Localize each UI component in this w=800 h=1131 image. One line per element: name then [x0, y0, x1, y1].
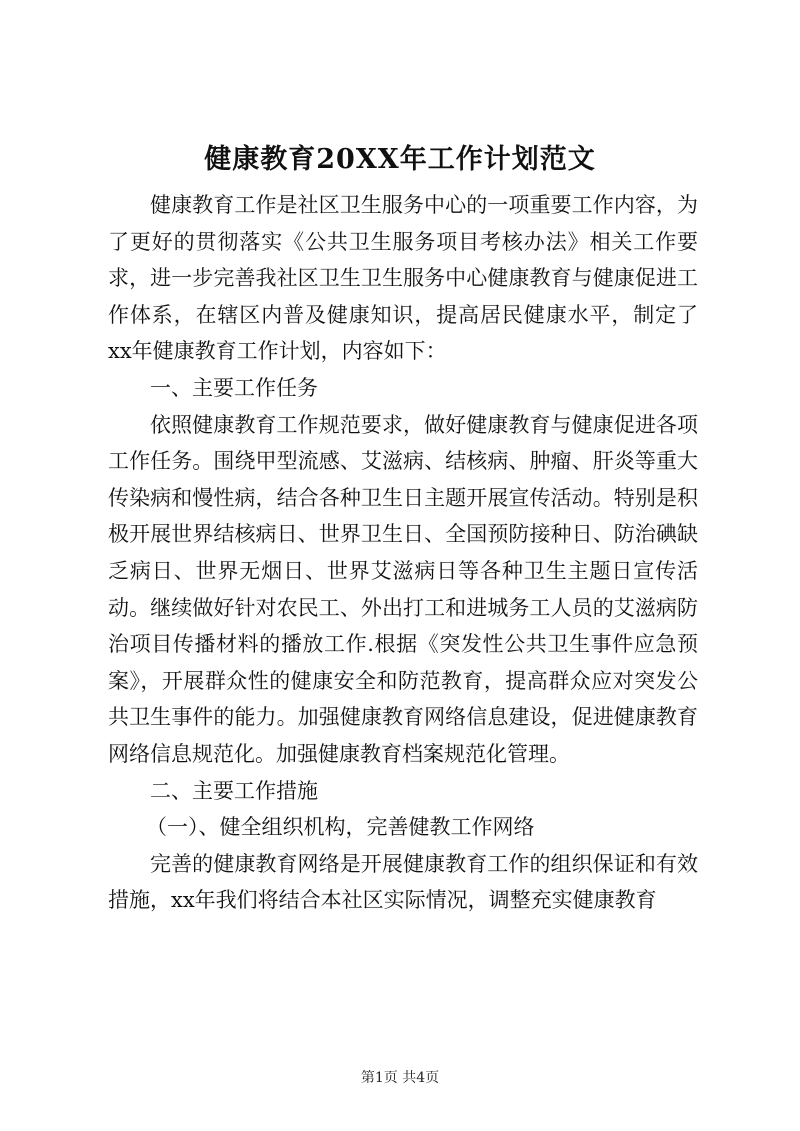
subsection-heading-organization: （一）、健全组织机构，完善健教工作网络	[146, 815, 535, 840]
tasks-paragraph: 依照健康教育工作规范要求，做好健康教育与健康促进各项工作任务。围绕甲型流感、艾滋病、结核病、肿瘤、肝炎等重大传染病和慢性病，结合各种卫生日主题开展宣传活动。特别是积极开展世界结核病日、世界卫生日、全国预防接种日、防治碘缺乏病日、世界无烟日、世界艾滋病日等各种卫生主题日宣传活动。继续做好针对农民工、外出打工和进城务工人员的艾滋病防治项目传播材料的播放工作.根据《突发性公共卫生事件应急预案》，开展群众性的健康安全和防范教育，提高群众应对突发公共卫生事件的能力。加强健康教育网络信息建设，促进健康教育网络信息规范化。加强健康教育档案规范化管理。	[108, 412, 698, 766]
intro-paragraph: 健康教育工作是社区卫生服务中心的一项重要工作内容，为了更好的贯彻落实《公共卫生服务项目考核办法》相关工作要求，进一步完善我社区卫生卫生服务中心健康教育与健康促进工作体系，在辖区内普及健康知识，提高居民健康水平，制定了xx年健康教育工作计划，内容如下：	[108, 193, 698, 364]
section-heading-tasks: 一、主要工作任务	[150, 375, 318, 400]
page-footer: 第1页 共4页	[360, 1070, 440, 1086]
document-body	[108, 187, 698, 919]
section-heading-measures: 二、主要工作措施	[150, 778, 318, 803]
document-title: 健康教育20XX年工作计划范文	[204, 144, 596, 175]
organization-paragraph: 完善的健康教育网络是开展健康教育工作的组织保证和有效措施，xx年我们将结合本社区实际情况，调整充实健康教育	[108, 851, 698, 913]
